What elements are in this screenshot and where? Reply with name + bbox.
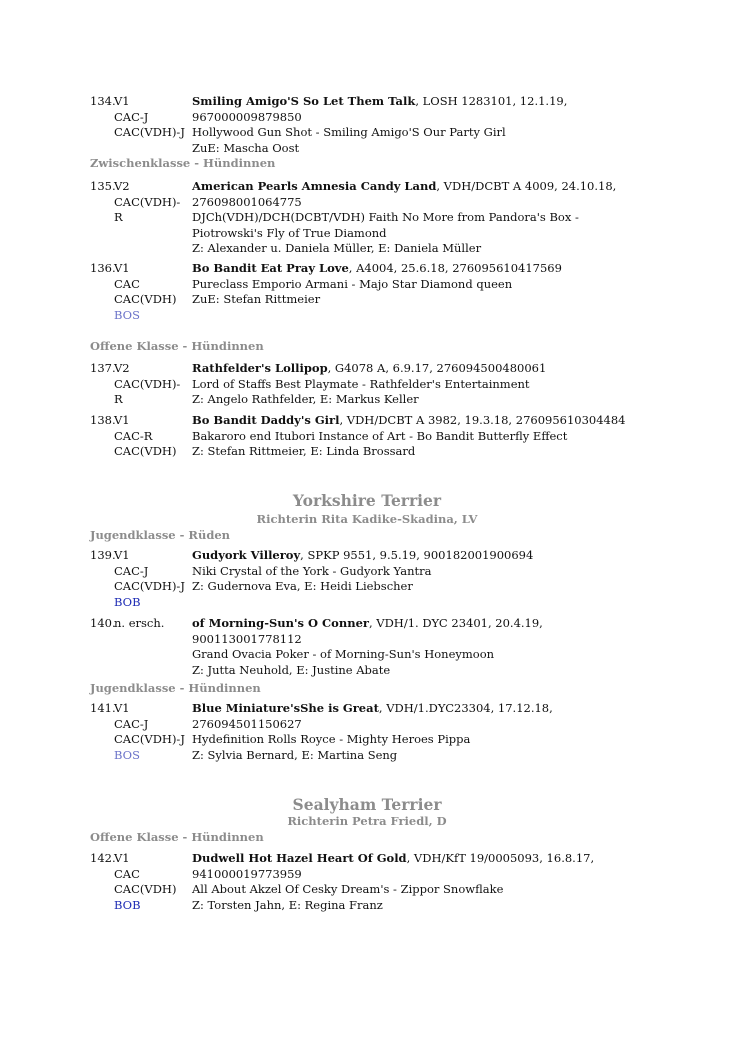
entry-title: CAC(VDH)- [114, 376, 181, 391]
dog-name: of Morning-Sun's O Conner [192, 616, 369, 630]
dog-registration: , G4078 A, 6.9.17, 276094500480061 [327, 361, 547, 375]
entry-ratings [114, 616, 192, 632]
dog-breeder-owner: Z: Stefan Rittmeier, E: Linda Brossard [192, 444, 416, 458]
entry-placement: V1 [114, 851, 130, 865]
dog-parents: Pureclass Emporio Armani - Majo Star Diamond queen [192, 276, 513, 291]
dog-registration: , SPKP 9551, 9.5.19, 900182001900694 [300, 548, 534, 562]
dog-breeder-owner: ZuE: Mascha Oost [192, 140, 300, 155]
entry-ratings [114, 261, 192, 323]
dog-registration: , VDH/DCBT A 3982, 19.3.18, 276095610304484 [339, 413, 626, 427]
entry-placement: V2 [114, 361, 130, 375]
class-heading: Jugendklasse - Hündinnen [90, 681, 261, 695]
entry-number: 142. [90, 851, 116, 865]
dog-breeder-owner: Z: Jutta Neuhold, E: Justine Abate [192, 662, 391, 677]
entry-title: CAC(VDH)-J [114, 732, 185, 746]
dog-breeder-owner: Z: Alexander u. Daniela Müller, E: Daniela Müller [192, 241, 482, 255]
dog-registration: , VDH/1.DYC23304, 17.12.18, 276094501150627 [192, 701, 553, 731]
dog-parents: Hydefinition Rolls Royce - Mighty Heroes Pippa [192, 732, 471, 746]
entry-title: CAC-J [114, 109, 149, 124]
entry-placement: V1 [114, 261, 130, 275]
dog-breeder-owner: ZuE: Stefan Rittmeier [192, 292, 321, 306]
entry-number: 134. [90, 94, 116, 108]
entry-ratings [114, 179, 192, 226]
entry-number: 139. [90, 548, 116, 562]
entry-placement: V1 [114, 413, 130, 427]
entry-number: 137. [90, 361, 116, 375]
dog-name: Blue Miniature'sShe is Great [192, 701, 379, 715]
dog-name: Bo Bandit Eat Pray Love [192, 261, 349, 275]
dog-breeder-owner: Z: Torsten Jahn, E: Regina Franz [192, 897, 383, 912]
entry-number: 140. [90, 616, 116, 630]
entry-details [192, 851, 648, 913]
dog-parents: Niki Crystal of the York - Gudyork Yantra [192, 563, 432, 578]
entry-details [192, 261, 648, 308]
dog-name: Smiling Amigo'S So Let Them Talk [192, 94, 416, 108]
entry-title: CAC(VDH)-J [114, 579, 185, 593]
entry-placement: V1 [114, 548, 130, 562]
entry-details [192, 361, 648, 408]
entry-details [192, 179, 648, 257]
entry-number: 141. [90, 701, 116, 715]
dog-registration: , VDH/1. DYC 23401, 20.4.19, 900113001778112 [192, 616, 543, 646]
dog-parents: DJCh(VDH)/DCH(DCBT/VDH) Faith No More from Pandora's Box - Piotrowski's Fly of True Diamond [192, 210, 579, 240]
class-heading: Offene Klasse - Hündinnen [90, 830, 264, 844]
breed-heading: Sealyham Terrier [292, 795, 442, 814]
entry-title: CAC-J [114, 563, 149, 578]
entry-ratings [114, 94, 192, 141]
entry-details [192, 701, 648, 763]
entry-placement: V2 [114, 179, 130, 193]
judge-line: Richterin Rita Kadike-Skadina, LV [256, 512, 478, 526]
entry-title: CAC [114, 276, 140, 291]
entry-title: CAC(VDH) [114, 292, 177, 306]
entry-placement: V1 [114, 701, 130, 715]
dog-registration: , VDH/DCBT A 4009, 24.10.18, 276098001064775 [192, 179, 617, 209]
entry-ratings [114, 701, 192, 763]
dog-name: Bo Bandit Daddy's Girl [192, 413, 340, 427]
entry-title: CAC-R [114, 428, 153, 443]
dog-registration: , VDH/KfT 19/0005093, 16.8.17, 941000019773959 [192, 851, 595, 881]
entry-details [192, 548, 648, 595]
bos-award: BOS [114, 747, 140, 762]
entry-placement: n. ersch. [114, 616, 165, 630]
dog-parents: Bakaroro end Itubori Instance of Art - Bo Bandit Butterfly Effect [192, 428, 568, 443]
entry-title: CAC-J [114, 716, 149, 731]
class-heading: Zwischenklasse - Hündinnen [90, 156, 276, 170]
dog-name: Dudwell Hot Hazel Heart Of Gold [192, 851, 407, 865]
entry-title: CAC(VDH)- [114, 194, 181, 209]
entry-ratings [114, 413, 192, 460]
entry-ratings [114, 851, 192, 913]
entry-title: CAC(VDH) [114, 444, 177, 458]
entry-title: CAC [114, 866, 140, 881]
dog-name: American Pearls Amnesia Candy Land [192, 179, 437, 193]
entry-details [192, 616, 648, 678]
entry-placement: V1 [114, 94, 130, 108]
entry-number: 138. [90, 413, 116, 427]
dog-registration: , A4004, 25.6.18, 276095610417569 [348, 261, 562, 275]
entry-title: CAC(VDH) [114, 882, 177, 896]
entry-number: 136. [90, 261, 116, 275]
dog-parents: All About Akzel Of Cesky Dream's - Zippor Snowflake [192, 882, 504, 896]
breed-heading: Yorkshire Terrier [292, 491, 442, 510]
dog-breeder-owner: Z: Sylvia Bernard, E: Martina Seng [192, 747, 398, 762]
entry-title: R [114, 210, 123, 224]
bob-award: BOB [114, 897, 141, 912]
bos-award: BOS [114, 307, 140, 322]
dog-parents: Grand Ovacia Poker - of Morning-Sun's Honeymoon [192, 647, 495, 661]
entry-ratings [114, 361, 192, 408]
dog-registration: , LOSH 1283101, 12.1.19, 967000009879850 [192, 94, 568, 124]
dog-parents: Lord of Staffs Best Playmate - Rathfelder's Entertainment [192, 376, 530, 391]
entry-details [192, 413, 648, 460]
judge-line: Richterin Petra Friedl, D [287, 814, 447, 828]
dog-parents: Hollywood Gun Shot - Smiling Amigo'S Our Party Girl [192, 125, 506, 139]
dog-breeder-owner: Z: Gudernova Eva, E: Heidi Liebscher [192, 579, 413, 593]
bob-award: BOB [114, 594, 141, 609]
entry-ratings [114, 548, 192, 610]
entry-title: CAC(VDH)-J [114, 125, 185, 139]
entry-title: R [114, 392, 123, 406]
dog-name: Gudyork Villeroy [192, 548, 301, 562]
entry-number: 135. [90, 179, 116, 193]
class-heading: Jugendklasse - Rüden [90, 528, 231, 542]
entry-details [192, 94, 648, 156]
dog-name: Rathfelder's Lollipop [192, 361, 328, 375]
class-heading: Offene Klasse - Hündinnen [90, 339, 264, 353]
dog-breeder-owner: Z: Angelo Rathfelder, E: Markus Keller [192, 392, 419, 406]
